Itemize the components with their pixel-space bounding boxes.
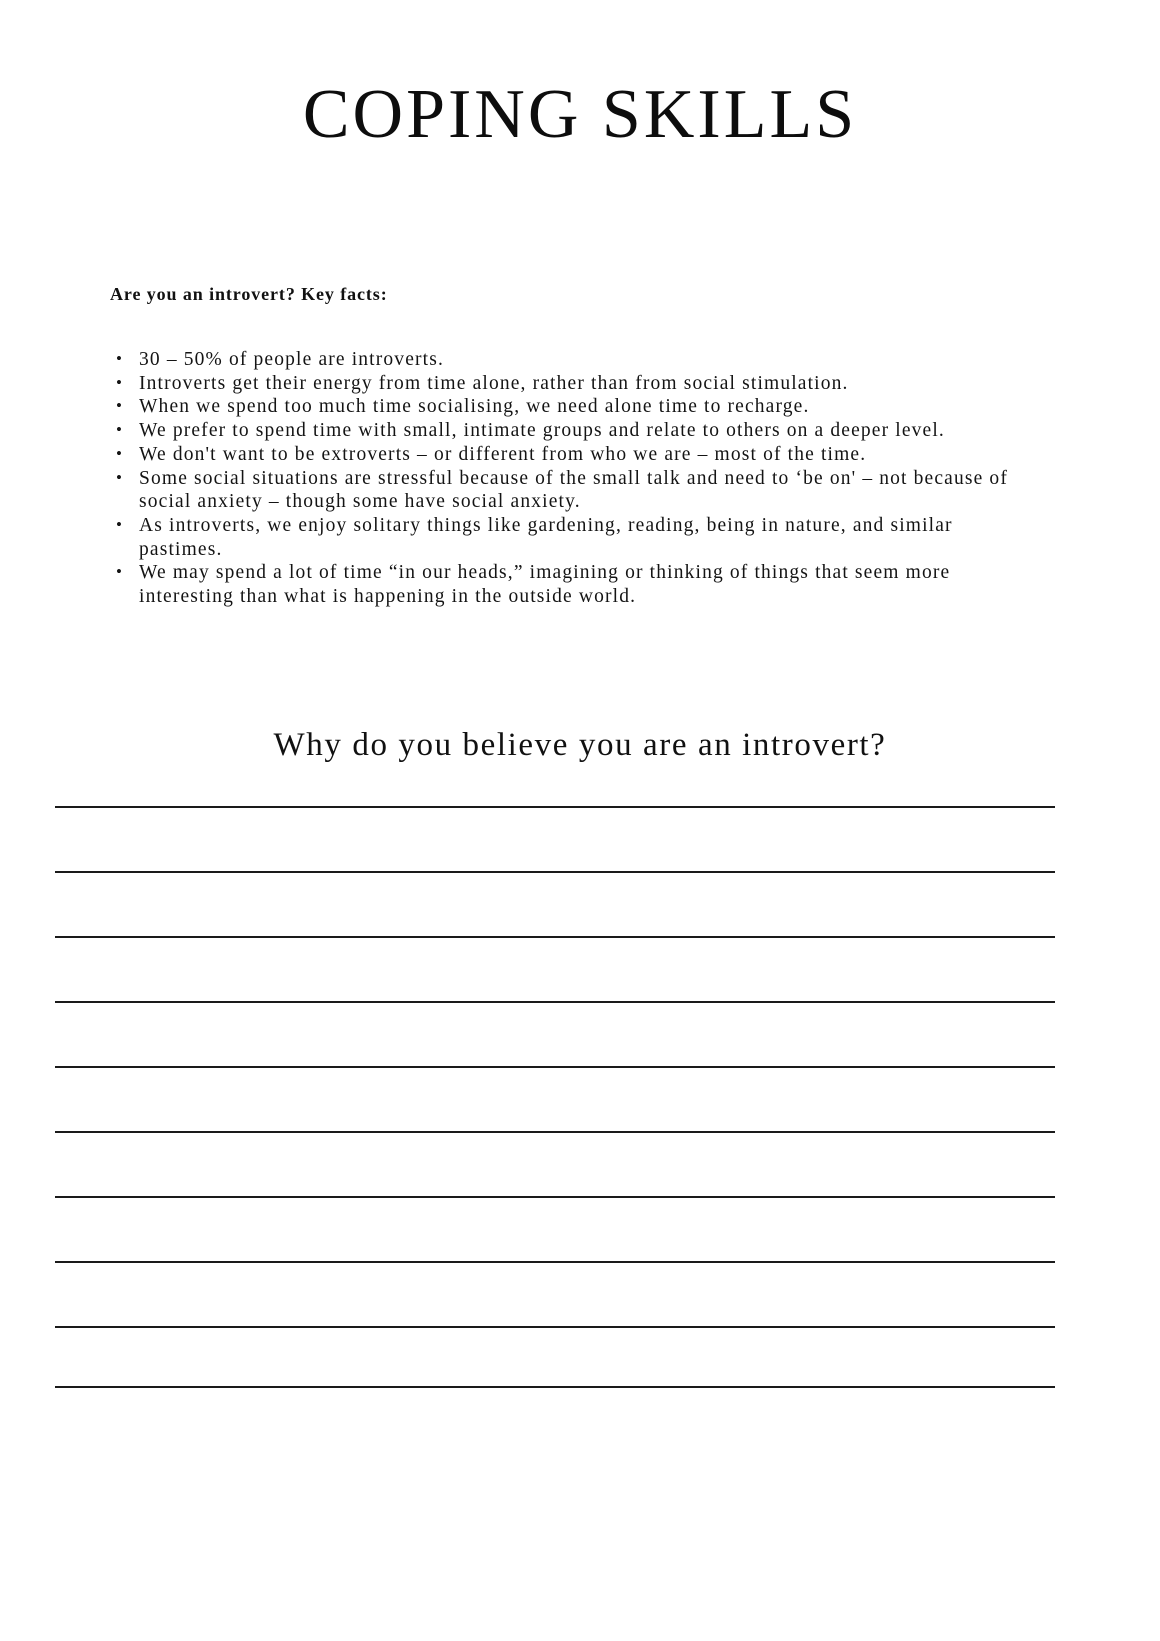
key-facts-heading: Are you an introvert? Key facts: bbox=[110, 284, 388, 304]
writing-rule-line bbox=[55, 1386, 1055, 1388]
list-item: • We may spend a lot of time “in our heads,” imagining or thinking of things that seem more interesting than what is happening in the outside world. bbox=[112, 561, 1012, 608]
key-facts-list bbox=[112, 348, 1012, 609]
list-item: • We prefer to spend time with small, intimate groups and relate to others on a deeper level. bbox=[112, 419, 1012, 443]
writing-rule-line bbox=[55, 806, 1055, 808]
writing-rule-line bbox=[55, 936, 1055, 938]
page-title: COPING SKILLS bbox=[302, 76, 858, 153]
reflection-prompt: Why do you believe you are an introvert? bbox=[273, 727, 887, 763]
list-item: • Some social situations are stressful because of the small talk and need to ‘be on' – not because of social anxiety – though some have social anxiety. bbox=[112, 467, 1012, 514]
writing-rule-line bbox=[55, 871, 1055, 873]
writing-rule-line bbox=[55, 1131, 1055, 1133]
writing-rule-line bbox=[55, 1196, 1055, 1198]
list-item: • We don't want to be extroverts – or different from who we are – most of the time. bbox=[112, 443, 1012, 467]
list-item: • Introverts get their energy from time alone, rather than from social stimulation. bbox=[112, 372, 1012, 396]
answer-writing-area[interactable] bbox=[55, 806, 1055, 1386]
list-item: • 30 – 50% of people are introverts. bbox=[112, 348, 1012, 372]
list-item: • As introverts, we enjoy solitary things like gardening, reading, being in nature, and similar pastimes. bbox=[112, 514, 1012, 561]
writing-rule-line bbox=[55, 1066, 1055, 1068]
list-item: • When we spend too much time socialising, we need alone time to recharge. bbox=[112, 395, 1012, 419]
writing-rule-line bbox=[55, 1001, 1055, 1003]
writing-rule-line bbox=[55, 1261, 1055, 1263]
writing-rule-line bbox=[55, 1326, 1055, 1328]
